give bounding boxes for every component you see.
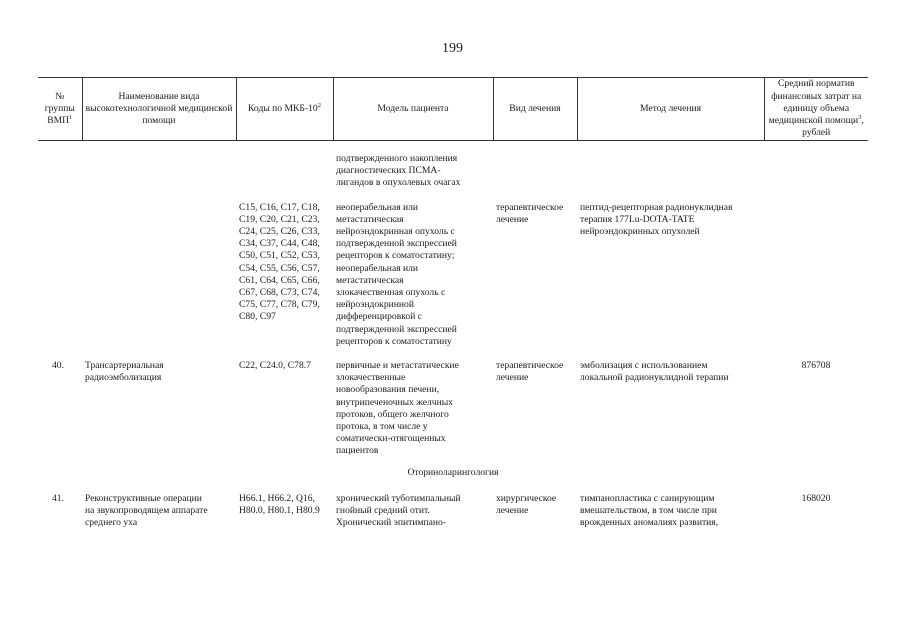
cell-cost: 876708 — [801, 360, 831, 372]
cell-codes — [236, 141, 333, 190]
header-care-name: Наименование вида высокотехнологичной медицинской помощи — [82, 78, 236, 141]
cell-name: Реконструктивные операции на звукопроводящем аппарате среднего уха — [85, 492, 208, 529]
page-number: 199 — [442, 41, 463, 56]
cell-treatment: терапевтическое лечение — [496, 360, 564, 384]
table-row — [38, 141, 868, 190]
cell-model: хронический туботимпальный гнойный средний отит. Хронический эпитимпано- — [336, 492, 461, 529]
cell-group: 40. — [52, 360, 64, 372]
cell-name: Трансартериальная радиоэмболизация — [85, 360, 164, 384]
cell-model: подтвержденного накопления диагностических ПСМА- лигандов в опухолевых очагах — [336, 153, 461, 189]
header-cost-standard: Средний норматив финансовых затрат на единицу объема медицинской помощи$^3$, рублей — [764, 78, 868, 141]
cell-method: тимпанопластика с санирующим вмешательством, в том числе при врожденных аномалиях развития, — [580, 492, 719, 529]
cell-name — [82, 190, 236, 348]
cell-codes: C15, C16, C17, C18, C19, C20, C21, C23, C24, C25, C26, C33, C34, C37, C44, C48, C50, C51, C52, C53, C54, C55, C56, C57, C61, C64, C65, C66, C67, C68, C73, C74, C75, C77, C78, C79, C80, C97 — [239, 201, 320, 323]
table-row — [38, 493, 868, 530]
cell-model: первичные и метастатические злокачественные новообразования печени, внутрипеченочных желчных протоков, общего желчного протока, в том числе у соматически-отягощенных пациентов — [336, 360, 459, 457]
section-row — [38, 458, 868, 493]
cell-treatment: терапевтическое лечение — [496, 201, 564, 225]
vmp-table — [38, 77, 868, 529]
section-title: Оториноларингология — [407, 466, 499, 478]
header-group-number: № группы ВМП$^1$ — [38, 78, 82, 141]
cell-group — [38, 190, 82, 348]
cell-codes: H66.1, H66.2, Q16, H80.0, H80.1, H80.9 — [239, 492, 320, 517]
cell-model: неоперабельная или метастатическая нейроэндокринная опухоль с подтвержденной экспрессией рецепторов к соматостатину; неоперабельная или метастатическая злокачественная опухоль с нейроэндокринной дифференцировкой с подтвержденной экспрессией рецепторов к соматостатину — [336, 201, 457, 347]
table-row — [38, 190, 868, 348]
header-treatment-method: Метод лечения — [577, 78, 764, 141]
cell-method: эмболизация с использованием локальной радионуклидной терапии — [580, 360, 729, 384]
cell-cost — [764, 190, 868, 348]
header-patient-model: Модель пациента — [333, 78, 493, 141]
cell-treatment: хирургическое лечение — [496, 492, 557, 517]
header-icd-codes: Коды по МКБ-$10^2$ — [236, 78, 333, 141]
cell-group: 41. — [52, 492, 64, 504]
cell-name — [82, 141, 236, 190]
cell-method: пептид-рецепторная радионуклидная терапия 177Lu-DOTA-TATE нейроэндокринных опухолей — [580, 201, 733, 238]
table-header — [38, 78, 868, 141]
header-treatment-type: Вид лечения — [493, 78, 577, 141]
cell-treatment — [493, 141, 577, 190]
cell-method — [577, 141, 764, 190]
cell-cost: 168020 — [801, 492, 831, 504]
cell-codes: C22, C24.0, C78.7 — [239, 360, 311, 372]
cell-group — [38, 141, 82, 190]
cell-cost — [764, 141, 868, 190]
table-row — [38, 348, 868, 458]
